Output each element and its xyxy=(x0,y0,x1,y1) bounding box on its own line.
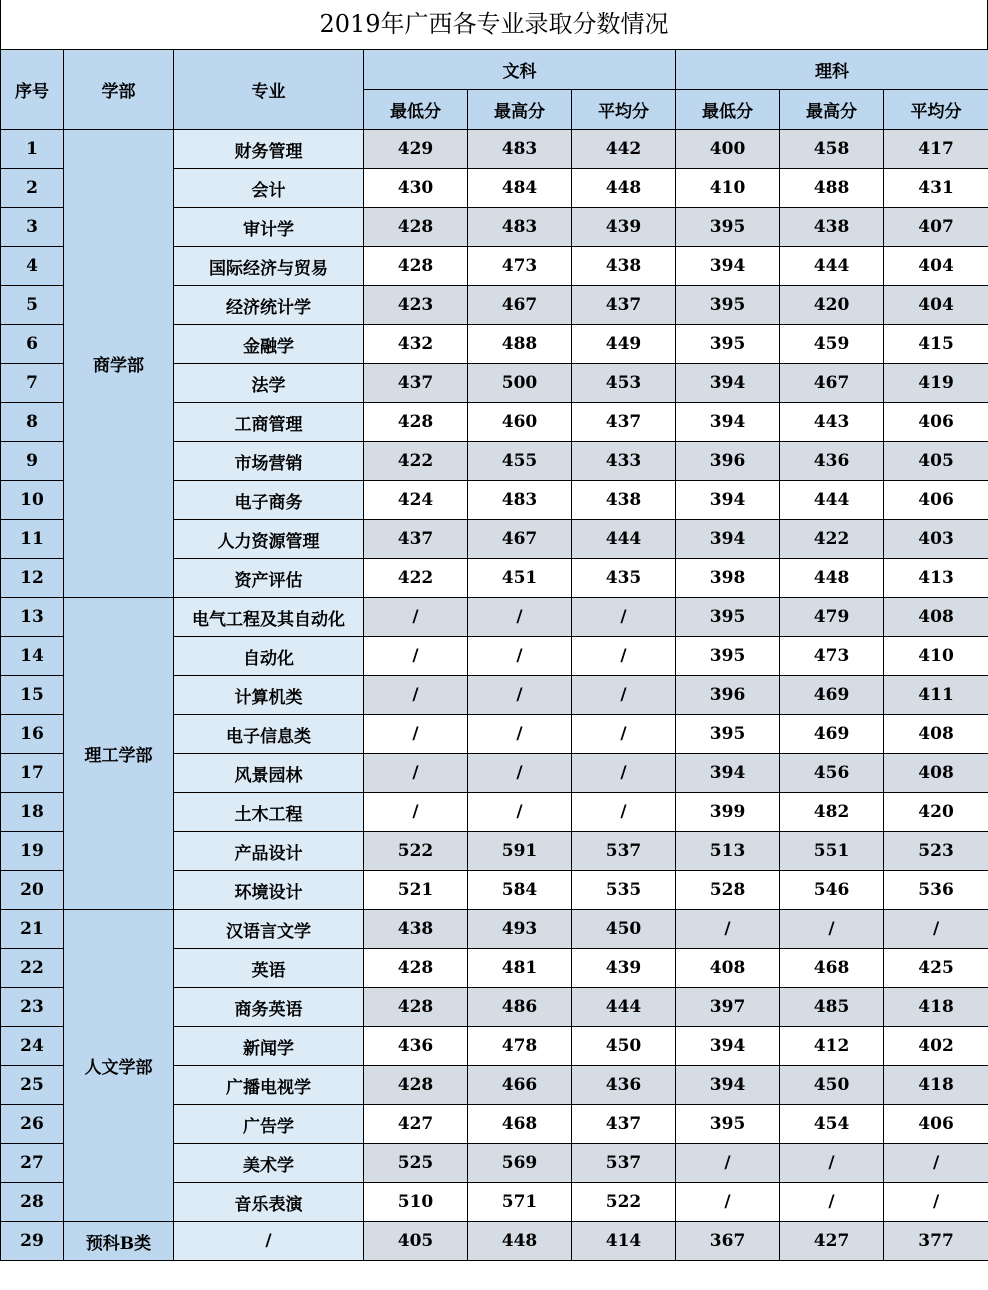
like-avg-score: 411 xyxy=(884,676,988,715)
row-number: 19 xyxy=(1,832,64,871)
major-name: 产品设计 xyxy=(174,832,364,871)
like-avg-score: 410 xyxy=(884,637,988,676)
row-number: 11 xyxy=(1,520,64,559)
wenke-min-score: 428 xyxy=(364,988,468,1027)
wenke-max-score: 466 xyxy=(468,1066,572,1105)
wenke-min-score: 437 xyxy=(364,520,468,559)
header-wenke-max: 最高分 xyxy=(468,90,572,130)
like-avg-score: 406 xyxy=(884,481,988,520)
wenke-avg-score: 433 xyxy=(572,442,676,481)
like-avg-score: 419 xyxy=(884,364,988,403)
like-min-score: 400 xyxy=(676,130,780,169)
like-min-score: 395 xyxy=(676,637,780,676)
row-number: 9 xyxy=(1,442,64,481)
major-name: 国际经济与贸易 xyxy=(174,247,364,286)
wenke-min-score: 525 xyxy=(364,1144,468,1183)
row-number: 17 xyxy=(1,754,64,793)
like-min-score: 394 xyxy=(676,520,780,559)
wenke-avg-score: 438 xyxy=(572,247,676,286)
major-name: 财务管理 xyxy=(174,130,364,169)
like-avg-score: 425 xyxy=(884,949,988,988)
like-max-score: 482 xyxy=(780,793,884,832)
major-name: 经济统计学 xyxy=(174,286,364,325)
major-name: 人力资源管理 xyxy=(174,520,364,559)
wenke-max-score: 468 xyxy=(468,1105,572,1144)
like-max-score: 412 xyxy=(780,1027,884,1066)
like-avg-score: 536 xyxy=(884,871,988,910)
like-max-score: 456 xyxy=(780,754,884,793)
header-major: 专业 xyxy=(174,50,364,130)
like-min-score: 408 xyxy=(676,949,780,988)
like-min-score: 367 xyxy=(676,1222,780,1261)
wenke-avg-score: / xyxy=(572,598,676,637)
like-avg-score: / xyxy=(884,910,988,949)
wenke-max-score: 451 xyxy=(468,559,572,598)
wenke-max-score: 473 xyxy=(468,247,572,286)
like-avg-score: 404 xyxy=(884,247,988,286)
wenke-avg-score: 453 xyxy=(572,364,676,403)
row-number: 13 xyxy=(1,598,64,637)
like-max-score: / xyxy=(780,910,884,949)
like-max-score: 438 xyxy=(780,208,884,247)
major-name: 新闻学 xyxy=(174,1027,364,1066)
wenke-min-score: 428 xyxy=(364,208,468,247)
wenke-avg-score: 436 xyxy=(572,1066,676,1105)
row-number: 7 xyxy=(1,364,64,403)
header-wenke-min: 最低分 xyxy=(364,90,468,130)
wenke-avg-score: 444 xyxy=(572,520,676,559)
like-min-score: 394 xyxy=(676,754,780,793)
wenke-avg-score: 442 xyxy=(572,130,676,169)
row-number: 18 xyxy=(1,793,64,832)
wenke-max-score: 569 xyxy=(468,1144,572,1183)
wenke-avg-score: 535 xyxy=(572,871,676,910)
like-avg-score: 408 xyxy=(884,598,988,637)
header-wenke: 文科 xyxy=(364,50,676,90)
like-avg-score: / xyxy=(884,1183,988,1222)
wenke-avg-score: / xyxy=(572,637,676,676)
wenke-min-score: 437 xyxy=(364,364,468,403)
row-number: 4 xyxy=(1,247,64,286)
wenke-avg-score: 437 xyxy=(572,403,676,442)
wenke-avg-score: 414 xyxy=(572,1222,676,1261)
row-number: 22 xyxy=(1,949,64,988)
row-number: 16 xyxy=(1,715,64,754)
header-dept: 学部 xyxy=(64,50,174,130)
like-avg-score: 523 xyxy=(884,832,988,871)
wenke-avg-score: 438 xyxy=(572,481,676,520)
wenke-max-score: 488 xyxy=(468,325,572,364)
wenke-max-score: / xyxy=(468,676,572,715)
like-min-score: 395 xyxy=(676,325,780,364)
like-max-score: / xyxy=(780,1183,884,1222)
like-min-score: 395 xyxy=(676,598,780,637)
like-avg-score: 403 xyxy=(884,520,988,559)
major-name: / xyxy=(174,1222,364,1261)
major-name: 法学 xyxy=(174,364,364,403)
wenke-max-score: 584 xyxy=(468,871,572,910)
wenke-min-score: 423 xyxy=(364,286,468,325)
like-max-score: 448 xyxy=(780,559,884,598)
like-max-score: 468 xyxy=(780,949,884,988)
like-max-score: 444 xyxy=(780,247,884,286)
wenke-avg-score: 450 xyxy=(572,910,676,949)
wenke-avg-score: 537 xyxy=(572,1144,676,1183)
wenke-max-score: 467 xyxy=(468,520,572,559)
header-wenke-avg: 平均分 xyxy=(572,90,676,130)
wenke-avg-score: / xyxy=(572,754,676,793)
header-like-min: 最低分 xyxy=(676,90,780,130)
row-number: 24 xyxy=(1,1027,64,1066)
row-number: 3 xyxy=(1,208,64,247)
row-number: 8 xyxy=(1,403,64,442)
major-name: 风景园林 xyxy=(174,754,364,793)
like-max-score: 469 xyxy=(780,715,884,754)
wenke-avg-score: / xyxy=(572,676,676,715)
wenke-min-score: 422 xyxy=(364,559,468,598)
like-min-score: 394 xyxy=(676,1066,780,1105)
table-body xyxy=(1,130,988,1261)
like-max-score: 420 xyxy=(780,286,884,325)
wenke-max-score: 478 xyxy=(468,1027,572,1066)
like-min-score: 399 xyxy=(676,793,780,832)
like-avg-score: 402 xyxy=(884,1027,988,1066)
like-max-score: 473 xyxy=(780,637,884,676)
wenke-avg-score: 522 xyxy=(572,1183,676,1222)
wenke-max-score: / xyxy=(468,598,572,637)
like-max-score: 427 xyxy=(780,1222,884,1261)
like-min-score: 395 xyxy=(676,208,780,247)
wenke-max-score: 483 xyxy=(468,130,572,169)
department-cell: 理工学部 xyxy=(64,598,174,910)
like-avg-score: 405 xyxy=(884,442,988,481)
row-number: 26 xyxy=(1,1105,64,1144)
major-name: 审计学 xyxy=(174,208,364,247)
like-min-score: 394 xyxy=(676,481,780,520)
like-min-score: 395 xyxy=(676,1105,780,1144)
wenke-min-score: 405 xyxy=(364,1222,468,1261)
major-name: 会计 xyxy=(174,169,364,208)
major-name: 音乐表演 xyxy=(174,1183,364,1222)
like-min-score: 410 xyxy=(676,169,780,208)
like-max-score: 436 xyxy=(780,442,884,481)
wenke-max-score: 500 xyxy=(468,364,572,403)
like-max-score: / xyxy=(780,1144,884,1183)
wenke-min-score: 436 xyxy=(364,1027,468,1066)
major-name: 自动化 xyxy=(174,637,364,676)
major-name: 广播电视学 xyxy=(174,1066,364,1105)
wenke-max-score: 486 xyxy=(468,988,572,1027)
department-cell: 预科B类 xyxy=(64,1222,174,1261)
major-name: 金融学 xyxy=(174,325,364,364)
like-max-score: 488 xyxy=(780,169,884,208)
wenke-min-score: 428 xyxy=(364,403,468,442)
like-avg-score: 417 xyxy=(884,130,988,169)
wenke-min-score: 429 xyxy=(364,130,468,169)
like-avg-score: 420 xyxy=(884,793,988,832)
wenke-max-score: / xyxy=(468,715,572,754)
admission-score-table xyxy=(0,49,988,1261)
wenke-max-score: 483 xyxy=(468,208,572,247)
header-like: 理科 xyxy=(676,50,988,90)
like-avg-score: 407 xyxy=(884,208,988,247)
row-number: 20 xyxy=(1,871,64,910)
wenke-max-score: / xyxy=(468,793,572,832)
like-max-score: 454 xyxy=(780,1105,884,1144)
wenke-min-score: 432 xyxy=(364,325,468,364)
wenke-max-score: 484 xyxy=(468,169,572,208)
like-max-score: 459 xyxy=(780,325,884,364)
like-max-score: 467 xyxy=(780,364,884,403)
wenke-min-score: 428 xyxy=(364,247,468,286)
wenke-min-score: 428 xyxy=(364,1066,468,1105)
like-avg-score: 415 xyxy=(884,325,988,364)
like-min-score: 394 xyxy=(676,364,780,403)
wenke-min-score: 430 xyxy=(364,169,468,208)
like-max-score: 546 xyxy=(780,871,884,910)
like-avg-score: 431 xyxy=(884,169,988,208)
like-max-score: 485 xyxy=(780,988,884,1027)
wenke-min-score: 427 xyxy=(364,1105,468,1144)
like-min-score: 398 xyxy=(676,559,780,598)
row-number: 5 xyxy=(1,286,64,325)
like-min-score: / xyxy=(676,910,780,949)
major-name: 资产评估 xyxy=(174,559,364,598)
wenke-max-score: 571 xyxy=(468,1183,572,1222)
like-avg-score: / xyxy=(884,1144,988,1183)
wenke-min-score: / xyxy=(364,793,468,832)
row-number: 29 xyxy=(1,1222,64,1261)
wenke-max-score: 460 xyxy=(468,403,572,442)
wenke-max-score: 591 xyxy=(468,832,572,871)
row-number: 23 xyxy=(1,988,64,1027)
like-min-score: 397 xyxy=(676,988,780,1027)
major-name: 市场营销 xyxy=(174,442,364,481)
table-row xyxy=(1,1222,988,1261)
wenke-min-score: / xyxy=(364,676,468,715)
header-like-avg: 平均分 xyxy=(884,90,988,130)
wenke-avg-score: 450 xyxy=(572,1027,676,1066)
wenke-avg-score: / xyxy=(572,793,676,832)
like-min-score: 528 xyxy=(676,871,780,910)
major-name: 英语 xyxy=(174,949,364,988)
wenke-min-score: / xyxy=(364,754,468,793)
like-avg-score: 408 xyxy=(884,754,988,793)
wenke-max-score: / xyxy=(468,754,572,793)
major-name: 环境设计 xyxy=(174,871,364,910)
major-name: 工商管理 xyxy=(174,403,364,442)
row-number: 10 xyxy=(1,481,64,520)
wenke-avg-score: 437 xyxy=(572,286,676,325)
row-number: 1 xyxy=(1,130,64,169)
major-name: 美术学 xyxy=(174,1144,364,1183)
like-min-score: / xyxy=(676,1183,780,1222)
major-name: 电气工程及其自动化 xyxy=(174,598,364,637)
wenke-min-score: / xyxy=(364,715,468,754)
table-row xyxy=(1,130,988,169)
major-name: 电子信息类 xyxy=(174,715,364,754)
like-max-score: 443 xyxy=(780,403,884,442)
like-max-score: 479 xyxy=(780,598,884,637)
like-min-score: 396 xyxy=(676,676,780,715)
wenke-min-score: 428 xyxy=(364,949,468,988)
row-number: 28 xyxy=(1,1183,64,1222)
wenke-avg-score: 448 xyxy=(572,169,676,208)
wenke-avg-score: 435 xyxy=(572,559,676,598)
wenke-avg-score: 439 xyxy=(572,949,676,988)
major-name: 广告学 xyxy=(174,1105,364,1144)
wenke-max-score: 493 xyxy=(468,910,572,949)
wenke-avg-score: 439 xyxy=(572,208,676,247)
like-avg-score: 418 xyxy=(884,1066,988,1105)
department-cell: 商学部 xyxy=(64,130,174,598)
like-avg-score: 406 xyxy=(884,1105,988,1144)
header-like-max: 最高分 xyxy=(780,90,884,130)
wenke-min-score: / xyxy=(364,598,468,637)
table-row xyxy=(1,910,988,949)
wenke-min-score: 422 xyxy=(364,442,468,481)
wenke-max-score: 467 xyxy=(468,286,572,325)
like-avg-score: 404 xyxy=(884,286,988,325)
major-name: 电子商务 xyxy=(174,481,364,520)
like-max-score: 450 xyxy=(780,1066,884,1105)
row-number: 15 xyxy=(1,676,64,715)
wenke-min-score: 521 xyxy=(364,871,468,910)
like-min-score: 394 xyxy=(676,1027,780,1066)
like-min-score: 395 xyxy=(676,715,780,754)
wenke-min-score: 522 xyxy=(364,832,468,871)
wenke-avg-score: 537 xyxy=(572,832,676,871)
major-name: 汉语言文学 xyxy=(174,910,364,949)
like-avg-score: 413 xyxy=(884,559,988,598)
wenke-avg-score: 444 xyxy=(572,988,676,1027)
like-max-score: 458 xyxy=(780,130,884,169)
header-seq: 序号 xyxy=(1,50,64,130)
row-number: 21 xyxy=(1,910,64,949)
like-max-score: 444 xyxy=(780,481,884,520)
like-max-score: 469 xyxy=(780,676,884,715)
wenke-min-score: 424 xyxy=(364,481,468,520)
like-avg-score: 418 xyxy=(884,988,988,1027)
like-max-score: 422 xyxy=(780,520,884,559)
like-avg-score: 406 xyxy=(884,403,988,442)
like-min-score: 396 xyxy=(676,442,780,481)
wenke-max-score: 481 xyxy=(468,949,572,988)
wenke-max-score: 455 xyxy=(468,442,572,481)
like-min-score: 394 xyxy=(676,247,780,286)
row-number: 12 xyxy=(1,559,64,598)
wenke-max-score: 448 xyxy=(468,1222,572,1261)
wenke-min-score: 438 xyxy=(364,910,468,949)
major-name: 计算机类 xyxy=(174,676,364,715)
like-min-score: 513 xyxy=(676,832,780,871)
wenke-min-score: / xyxy=(364,637,468,676)
row-number: 2 xyxy=(1,169,64,208)
wenke-avg-score: / xyxy=(572,715,676,754)
wenke-max-score: 483 xyxy=(468,481,572,520)
major-name: 商务英语 xyxy=(174,988,364,1027)
like-min-score: 394 xyxy=(676,403,780,442)
wenke-min-score: 510 xyxy=(364,1183,468,1222)
wenke-avg-score: 449 xyxy=(572,325,676,364)
like-max-score: 551 xyxy=(780,832,884,871)
like-avg-score: 408 xyxy=(884,715,988,754)
like-min-score: / xyxy=(676,1144,780,1183)
row-number: 25 xyxy=(1,1066,64,1105)
like-min-score: 395 xyxy=(676,286,780,325)
department-cell: 人文学部 xyxy=(64,910,174,1222)
major-name: 土木工程 xyxy=(174,793,364,832)
table-title: 2019年广西各专业录取分数情况 xyxy=(0,0,988,49)
wenke-max-score: / xyxy=(468,637,572,676)
row-number: 27 xyxy=(1,1144,64,1183)
table-row xyxy=(1,598,988,637)
row-number: 14 xyxy=(1,637,64,676)
row-number: 6 xyxy=(1,325,64,364)
wenke-avg-score: 437 xyxy=(572,1105,676,1144)
like-avg-score: 377 xyxy=(884,1222,988,1261)
